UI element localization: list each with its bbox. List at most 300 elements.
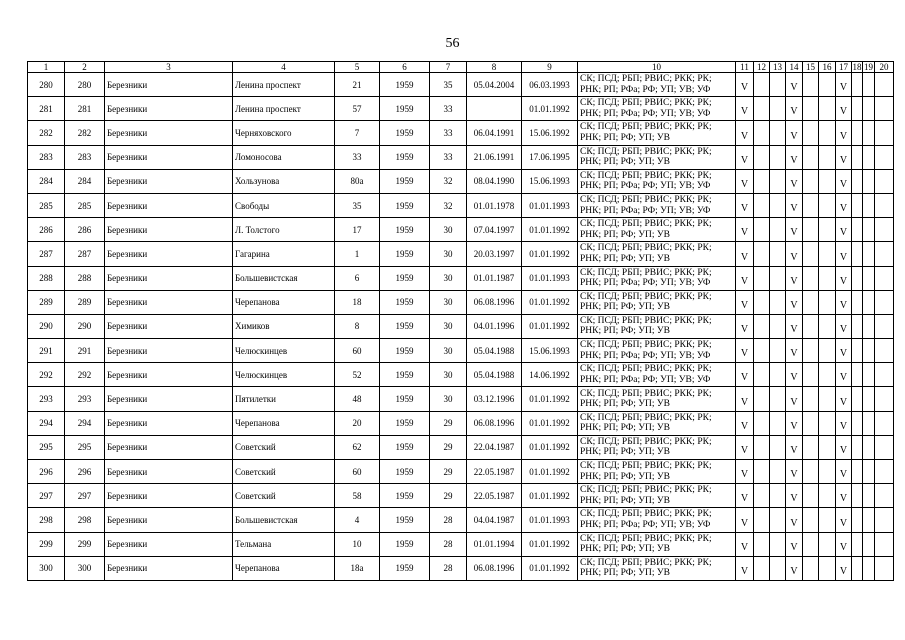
house-cell: 6 bbox=[335, 266, 380, 290]
mark-cell-13 bbox=[770, 508, 786, 532]
mark-cell-18 bbox=[852, 460, 863, 484]
mark-cell-18 bbox=[852, 556, 863, 580]
mark-cell-14: V bbox=[786, 387, 803, 411]
mark-cell-16 bbox=[819, 556, 836, 580]
mark-cell-16 bbox=[819, 411, 836, 435]
mark-cell-20 bbox=[875, 97, 894, 121]
mark-cell-19 bbox=[863, 121, 875, 145]
house-cell: 10 bbox=[335, 532, 380, 556]
column-header: 8 bbox=[467, 62, 522, 73]
table-row bbox=[28, 387, 894, 411]
mark-cell-14: V bbox=[786, 169, 803, 193]
mark-cell-19 bbox=[863, 290, 875, 314]
column-header: 10 bbox=[578, 62, 736, 73]
city-cell: Березники bbox=[105, 508, 233, 532]
date-2-cell: 01.01.1992 bbox=[522, 97, 578, 121]
date-1-cell: 06.08.1996 bbox=[467, 556, 522, 580]
mark-cell-15 bbox=[803, 411, 819, 435]
table-row bbox=[28, 97, 894, 121]
table-row bbox=[28, 484, 894, 508]
street-cell: Большевистская bbox=[233, 266, 335, 290]
row-number-cell: 297 bbox=[28, 484, 65, 508]
record-number-cell: 299 bbox=[65, 532, 105, 556]
mark-cell-12 bbox=[754, 242, 770, 266]
codes-cell: СК; ПСД; РБП; РВИС; РКК; РК; РНК; РП; РФ; УП; УВ bbox=[578, 556, 736, 580]
city-cell: Березники bbox=[105, 97, 233, 121]
mark-cell-11: V bbox=[736, 73, 754, 97]
house-cell: 35 bbox=[335, 193, 380, 217]
mark-cell-13 bbox=[770, 193, 786, 217]
date-2-cell: 01.01.1992 bbox=[522, 556, 578, 580]
mark-cell-13 bbox=[770, 339, 786, 363]
date-2-cell: 17.06.1995 bbox=[522, 145, 578, 169]
city-cell: Березники bbox=[105, 193, 233, 217]
record-number-cell: 300 bbox=[65, 556, 105, 580]
codes-cell: СК; ПСД; РБП; РВИС; РКК; РК; РНК; РП; РФ; УП; УВ bbox=[578, 145, 736, 169]
record-number-cell: 288 bbox=[65, 266, 105, 290]
mark-cell-11: V bbox=[736, 145, 754, 169]
mark-cell-18 bbox=[852, 314, 863, 338]
mark-cell-16 bbox=[819, 266, 836, 290]
mark-cell-13 bbox=[770, 145, 786, 169]
column-7-cell: 30 bbox=[430, 266, 467, 290]
city-cell: Березники bbox=[105, 460, 233, 484]
mark-cell-12 bbox=[754, 556, 770, 580]
date-1-cell: 21.06.1991 bbox=[467, 145, 522, 169]
mark-cell-20 bbox=[875, 411, 894, 435]
date-1-cell: 01.01.1987 bbox=[467, 266, 522, 290]
table-row bbox=[28, 242, 894, 266]
mark-cell-20 bbox=[875, 169, 894, 193]
mark-cell-11: V bbox=[736, 290, 754, 314]
mark-cell-18 bbox=[852, 242, 863, 266]
column-7-cell: 30 bbox=[430, 339, 467, 363]
mark-cell-16 bbox=[819, 532, 836, 556]
mark-cell-13 bbox=[770, 556, 786, 580]
street-cell: Челюскинцев bbox=[233, 339, 335, 363]
year-cell: 1959 bbox=[380, 169, 430, 193]
date-2-cell: 01.01.1993 bbox=[522, 193, 578, 217]
mark-cell-14: V bbox=[786, 484, 803, 508]
mark-cell-15 bbox=[803, 145, 819, 169]
codes-cell: СК; ПСД; РБП; РВИС; РКК; РК; РНК; РП; РФа; РФ; УП; УВ; УФ bbox=[578, 266, 736, 290]
row-number-cell: 290 bbox=[28, 314, 65, 338]
date-2-cell: 01.01.1992 bbox=[522, 242, 578, 266]
table-row bbox=[28, 314, 894, 338]
house-cell: 80а bbox=[335, 169, 380, 193]
column-header: 4 bbox=[233, 62, 335, 73]
mark-cell-12 bbox=[754, 314, 770, 338]
mark-cell-18 bbox=[852, 145, 863, 169]
mark-cell-19 bbox=[863, 532, 875, 556]
column-header: 15 bbox=[803, 62, 819, 73]
column-header: 20 bbox=[875, 62, 894, 73]
date-2-cell: 01.01.1992 bbox=[522, 218, 578, 242]
column-header: 2 bbox=[65, 62, 105, 73]
mark-cell-16 bbox=[819, 242, 836, 266]
table-row bbox=[28, 73, 894, 97]
mark-cell-11: V bbox=[736, 97, 754, 121]
year-cell: 1959 bbox=[380, 290, 430, 314]
mark-cell-14: V bbox=[786, 460, 803, 484]
street-cell: Пятилетки bbox=[233, 387, 335, 411]
year-cell: 1959 bbox=[380, 145, 430, 169]
house-cell: 57 bbox=[335, 97, 380, 121]
mark-cell-17: V bbox=[836, 556, 852, 580]
house-cell: 60 bbox=[335, 339, 380, 363]
mark-cell-16 bbox=[819, 121, 836, 145]
street-cell: Черепанова bbox=[233, 556, 335, 580]
column-header: 3 bbox=[105, 62, 233, 73]
row-number-cell: 283 bbox=[28, 145, 65, 169]
street-cell: Хользунова bbox=[233, 169, 335, 193]
mark-cell-20 bbox=[875, 508, 894, 532]
house-cell: 17 bbox=[335, 218, 380, 242]
mark-cell-11: V bbox=[736, 508, 754, 532]
mark-cell-14: V bbox=[786, 532, 803, 556]
date-2-cell: 06.03.1993 bbox=[522, 73, 578, 97]
street-cell: Черняховского bbox=[233, 121, 335, 145]
codes-cell: СК; ПСД; РБП; РВИС; РКК; РК; РНК; РП; РФа; РФ; УП; УВ; УФ bbox=[578, 97, 736, 121]
mark-cell-11: V bbox=[736, 411, 754, 435]
street-cell: Черепанова bbox=[233, 290, 335, 314]
mark-cell-17: V bbox=[836, 484, 852, 508]
mark-cell-17: V bbox=[836, 290, 852, 314]
mark-cell-18 bbox=[852, 121, 863, 145]
mark-cell-19 bbox=[863, 339, 875, 363]
table-row bbox=[28, 121, 894, 145]
column-header: 17 bbox=[836, 62, 852, 73]
mark-cell-11: V bbox=[736, 242, 754, 266]
row-number-cell: 292 bbox=[28, 363, 65, 387]
mark-cell-16 bbox=[819, 460, 836, 484]
mark-cell-19 bbox=[863, 242, 875, 266]
column-7-cell: 30 bbox=[430, 218, 467, 242]
mark-cell-20 bbox=[875, 145, 894, 169]
date-2-cell: 14.06.1992 bbox=[522, 363, 578, 387]
column-header: 16 bbox=[819, 62, 836, 73]
mark-cell-14: V bbox=[786, 97, 803, 121]
mark-cell-19 bbox=[863, 73, 875, 97]
record-number-cell: 284 bbox=[65, 169, 105, 193]
year-cell: 1959 bbox=[380, 193, 430, 217]
mark-cell-18 bbox=[852, 387, 863, 411]
mark-cell-20 bbox=[875, 121, 894, 145]
date-2-cell: 15.06.1993 bbox=[522, 339, 578, 363]
mark-cell-20 bbox=[875, 556, 894, 580]
mark-cell-18 bbox=[852, 339, 863, 363]
mark-cell-14: V bbox=[786, 556, 803, 580]
year-cell: 1959 bbox=[380, 387, 430, 411]
house-cell: 18 bbox=[335, 290, 380, 314]
mark-cell-16 bbox=[819, 387, 836, 411]
year-cell: 1959 bbox=[380, 484, 430, 508]
mark-cell-15 bbox=[803, 266, 819, 290]
mark-cell-19 bbox=[863, 193, 875, 217]
mark-cell-16 bbox=[819, 145, 836, 169]
codes-cell: СК; ПСД; РБП; РВИС; РКК; РК; РНК; РП; РФа; РФ; УП; УВ; УФ bbox=[578, 73, 736, 97]
mark-cell-20 bbox=[875, 460, 894, 484]
row-number-cell: 296 bbox=[28, 460, 65, 484]
mark-cell-15 bbox=[803, 169, 819, 193]
table-row bbox=[28, 411, 894, 435]
house-cell: 20 bbox=[335, 411, 380, 435]
mark-cell-13 bbox=[770, 532, 786, 556]
codes-cell: СК; ПСД; РБП; РВИС; РКК; РК; РНК; РП; РФ; УП; УВ bbox=[578, 387, 736, 411]
mark-cell-11: V bbox=[736, 484, 754, 508]
mark-cell-14: V bbox=[786, 266, 803, 290]
mark-cell-15 bbox=[803, 363, 819, 387]
mark-cell-12 bbox=[754, 339, 770, 363]
column-header: 13 bbox=[770, 62, 786, 73]
mark-cell-13 bbox=[770, 411, 786, 435]
column-header: 12 bbox=[754, 62, 770, 73]
street-cell: Гагарина bbox=[233, 242, 335, 266]
mark-cell-11: V bbox=[736, 556, 754, 580]
mark-cell-11: V bbox=[736, 193, 754, 217]
mark-cell-16 bbox=[819, 363, 836, 387]
mark-cell-16 bbox=[819, 97, 836, 121]
mark-cell-17: V bbox=[836, 145, 852, 169]
city-cell: Березники bbox=[105, 169, 233, 193]
mark-cell-11: V bbox=[736, 169, 754, 193]
record-number-cell: 285 bbox=[65, 193, 105, 217]
mark-cell-13 bbox=[770, 97, 786, 121]
codes-cell: СК; ПСД; РБП; РВИС; РКК; РК; РНК; РП; РФ; УП; УВ bbox=[578, 532, 736, 556]
row-number-cell: 300 bbox=[28, 556, 65, 580]
mark-cell-18 bbox=[852, 363, 863, 387]
date-2-cell: 01.01.1992 bbox=[522, 532, 578, 556]
record-number-cell: 286 bbox=[65, 218, 105, 242]
date-1-cell: 06.08.1996 bbox=[467, 290, 522, 314]
city-cell: Березники bbox=[105, 532, 233, 556]
street-cell: Советский bbox=[233, 460, 335, 484]
mark-cell-14: V bbox=[786, 363, 803, 387]
record-number-cell: 291 bbox=[65, 339, 105, 363]
year-cell: 1959 bbox=[380, 218, 430, 242]
row-number-cell: 282 bbox=[28, 121, 65, 145]
mark-cell-20 bbox=[875, 218, 894, 242]
mark-cell-19 bbox=[863, 314, 875, 338]
mark-cell-18 bbox=[852, 508, 863, 532]
mark-cell-19 bbox=[863, 266, 875, 290]
codes-cell: СК; ПСД; РБП; РВИС; РКК; РК; РНК; РП; РФ; УП; УВ bbox=[578, 242, 736, 266]
mark-cell-13 bbox=[770, 460, 786, 484]
house-cell: 1 bbox=[335, 242, 380, 266]
row-number-cell: 287 bbox=[28, 242, 65, 266]
table-row bbox=[28, 363, 894, 387]
table-row bbox=[28, 556, 894, 580]
mark-cell-17: V bbox=[836, 242, 852, 266]
row-number-cell: 294 bbox=[28, 411, 65, 435]
column-7-cell: 29 bbox=[430, 484, 467, 508]
codes-cell: СК; ПСД; РБП; РВИС; РКК; РК; РНК; РП; РФ; УП; УВ bbox=[578, 314, 736, 338]
date-1-cell: 05.04.1988 bbox=[467, 339, 522, 363]
mark-cell-14: V bbox=[786, 290, 803, 314]
year-cell: 1959 bbox=[380, 556, 430, 580]
mark-cell-19 bbox=[863, 169, 875, 193]
mark-cell-19 bbox=[863, 218, 875, 242]
date-2-cell: 01.01.1993 bbox=[522, 266, 578, 290]
mark-cell-16 bbox=[819, 169, 836, 193]
row-number-cell: 291 bbox=[28, 339, 65, 363]
mark-cell-18 bbox=[852, 169, 863, 193]
mark-cell-17: V bbox=[836, 218, 852, 242]
row-number-cell: 299 bbox=[28, 532, 65, 556]
mark-cell-18 bbox=[852, 532, 863, 556]
mark-cell-20 bbox=[875, 266, 894, 290]
record-number-cell: 280 bbox=[65, 73, 105, 97]
codes-cell: СК; ПСД; РБП; РВИС; РКК; РК; РНК; РП; РФ; УП; УВ bbox=[578, 290, 736, 314]
street-cell: Большевистская bbox=[233, 508, 335, 532]
mark-cell-19 bbox=[863, 435, 875, 459]
row-number-cell: 284 bbox=[28, 169, 65, 193]
mark-cell-20 bbox=[875, 314, 894, 338]
year-cell: 1959 bbox=[380, 314, 430, 338]
mark-cell-12 bbox=[754, 508, 770, 532]
mark-cell-19 bbox=[863, 411, 875, 435]
mark-cell-15 bbox=[803, 97, 819, 121]
mark-cell-13 bbox=[770, 484, 786, 508]
row-number-cell: 288 bbox=[28, 266, 65, 290]
mark-cell-20 bbox=[875, 193, 894, 217]
house-cell: 48 bbox=[335, 387, 380, 411]
mark-cell-11: V bbox=[736, 387, 754, 411]
column-header: 1 bbox=[28, 62, 65, 73]
mark-cell-11: V bbox=[736, 339, 754, 363]
record-number-cell: 281 bbox=[65, 97, 105, 121]
column-7-cell: 30 bbox=[430, 242, 467, 266]
record-number-cell: 292 bbox=[65, 363, 105, 387]
date-1-cell: 20.03.1997 bbox=[467, 242, 522, 266]
city-cell: Березники bbox=[105, 266, 233, 290]
column-header: 7 bbox=[430, 62, 467, 73]
codes-cell: СК; ПСД; РБП; РВИС; РКК; РК; РНК; РП; РФа; РФ; УП; УВ; УФ bbox=[578, 169, 736, 193]
column-7-cell: 29 bbox=[430, 435, 467, 459]
mark-cell-17: V bbox=[836, 97, 852, 121]
city-cell: Березники bbox=[105, 363, 233, 387]
house-cell: 52 bbox=[335, 363, 380, 387]
row-number-cell: 280 bbox=[28, 73, 65, 97]
date-1-cell: 08.04.1990 bbox=[467, 169, 522, 193]
column-7-cell: 33 bbox=[430, 121, 467, 145]
mark-cell-17: V bbox=[836, 508, 852, 532]
mark-cell-14: V bbox=[786, 121, 803, 145]
city-cell: Березники bbox=[105, 435, 233, 459]
column-header: 11 bbox=[736, 62, 754, 73]
mark-cell-18 bbox=[852, 193, 863, 217]
mark-cell-17: V bbox=[836, 411, 852, 435]
house-cell: 7 bbox=[335, 121, 380, 145]
mark-cell-11: V bbox=[736, 435, 754, 459]
date-1-cell: 22.04.1987 bbox=[467, 435, 522, 459]
year-cell: 1959 bbox=[380, 73, 430, 97]
date-1-cell: 05.04.2004 bbox=[467, 73, 522, 97]
table-row bbox=[28, 532, 894, 556]
mark-cell-20 bbox=[875, 73, 894, 97]
codes-cell: СК; ПСД; РБП; РВИС; РКК; РК; РНК; РП; РФ; УП; УВ bbox=[578, 411, 736, 435]
street-cell: Химиков bbox=[233, 314, 335, 338]
house-cell: 33 bbox=[335, 145, 380, 169]
mark-cell-12 bbox=[754, 73, 770, 97]
mark-cell-20 bbox=[875, 290, 894, 314]
house-cell: 18а bbox=[335, 556, 380, 580]
mark-cell-14: V bbox=[786, 145, 803, 169]
street-cell: Свободы bbox=[233, 193, 335, 217]
mark-cell-15 bbox=[803, 484, 819, 508]
mark-cell-16 bbox=[819, 339, 836, 363]
year-cell: 1959 bbox=[380, 339, 430, 363]
year-cell: 1959 bbox=[380, 411, 430, 435]
column-header: 5 bbox=[335, 62, 380, 73]
mark-cell-16 bbox=[819, 193, 836, 217]
mark-cell-17: V bbox=[836, 169, 852, 193]
mark-cell-14: V bbox=[786, 73, 803, 97]
mark-cell-11: V bbox=[736, 266, 754, 290]
row-number-cell: 298 bbox=[28, 508, 65, 532]
mark-cell-12 bbox=[754, 121, 770, 145]
table-row bbox=[28, 193, 894, 217]
house-cell: 62 bbox=[335, 435, 380, 459]
mark-cell-19 bbox=[863, 460, 875, 484]
table-body bbox=[28, 73, 894, 581]
mark-cell-18 bbox=[852, 435, 863, 459]
record-number-cell: 298 bbox=[65, 508, 105, 532]
table-row bbox=[28, 435, 894, 459]
date-2-cell: 01.01.1992 bbox=[522, 290, 578, 314]
mark-cell-17: V bbox=[836, 435, 852, 459]
column-7-cell: 30 bbox=[430, 363, 467, 387]
mark-cell-19 bbox=[863, 387, 875, 411]
date-1-cell: 01.01.1994 bbox=[467, 532, 522, 556]
date-1-cell: 06.04.1991 bbox=[467, 121, 522, 145]
year-cell: 1959 bbox=[380, 460, 430, 484]
column-7-cell: 32 bbox=[430, 193, 467, 217]
house-cell: 60 bbox=[335, 460, 380, 484]
mark-cell-20 bbox=[875, 339, 894, 363]
column-7-cell: 29 bbox=[430, 460, 467, 484]
table-row bbox=[28, 169, 894, 193]
table-row bbox=[28, 266, 894, 290]
column-header: 6 bbox=[380, 62, 430, 73]
mark-cell-12 bbox=[754, 460, 770, 484]
city-cell: Березники bbox=[105, 218, 233, 242]
mark-cell-12 bbox=[754, 532, 770, 556]
mark-cell-16 bbox=[819, 435, 836, 459]
mark-cell-13 bbox=[770, 242, 786, 266]
date-2-cell: 01.01.1992 bbox=[522, 314, 578, 338]
mark-cell-20 bbox=[875, 532, 894, 556]
date-2-cell: 15.06.1993 bbox=[522, 169, 578, 193]
mark-cell-19 bbox=[863, 145, 875, 169]
mark-cell-15 bbox=[803, 556, 819, 580]
street-cell: Ленина проспект bbox=[233, 97, 335, 121]
year-cell: 1959 bbox=[380, 266, 430, 290]
mark-cell-16 bbox=[819, 484, 836, 508]
year-cell: 1959 bbox=[380, 363, 430, 387]
codes-cell: СК; ПСД; РБП; РВИС; РКК; РК; РНК; РП; РФа; РФ; УП; УВ; УФ bbox=[578, 508, 736, 532]
table-row bbox=[28, 218, 894, 242]
mark-cell-12 bbox=[754, 218, 770, 242]
mark-cell-14: V bbox=[786, 218, 803, 242]
street-cell: Советский bbox=[233, 435, 335, 459]
street-cell: Челюскинцев bbox=[233, 363, 335, 387]
mark-cell-12 bbox=[754, 411, 770, 435]
codes-cell: СК; ПСД; РБП; РВИС; РКК; РК; РНК; РП; РФ; УП; УВ bbox=[578, 121, 736, 145]
mark-cell-14: V bbox=[786, 435, 803, 459]
column-7-cell: 30 bbox=[430, 314, 467, 338]
mark-cell-20 bbox=[875, 484, 894, 508]
